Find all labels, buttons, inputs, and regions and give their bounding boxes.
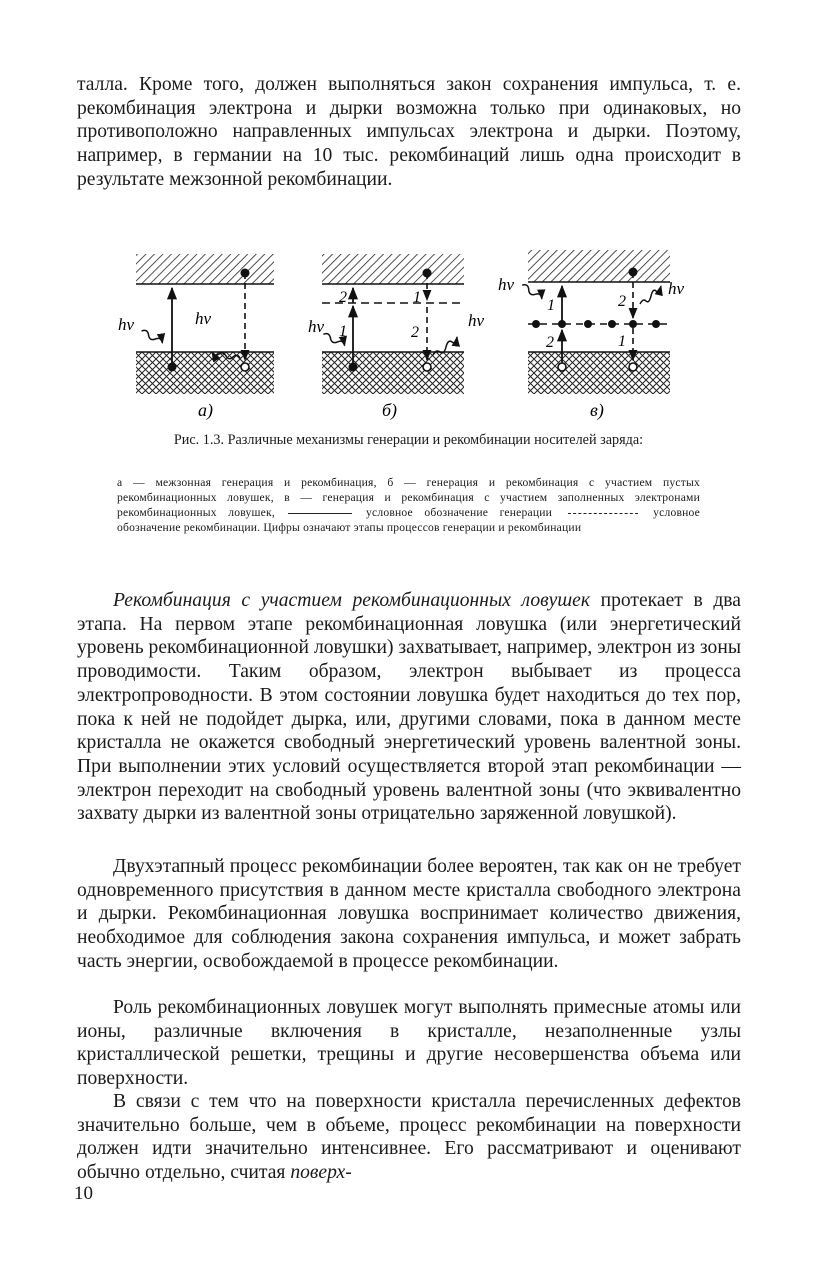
paragraph-intro: талла. Кроме того, должен выполняться закон сохранения импульса, т. е. рекомбинация электрона и дырки возможна только при одинаковых, но противоположно направленных импульсах электрона и дырки. Поэтому, например, в германии на 10 тыс. рекомбинаций лишь одна происходит в результате межзонной рекомбинации. xyxy=(77,74,741,190)
panel-label-c: в) xyxy=(590,400,604,420)
paragraph-text: протекает в два этапа. На первом этапе рекомбинационная ловушка (или энергетический уровень рекомбинационной ловушки) захватывает, например, электрон из зоны проводимости. Таким образом, электрон выбывает из процесса электропроводности. В этом состоянии ловушка будет находиться до тех пор, пока к ней не подойдет дырка, или, другими словами, пока в данном месте кристалла не окажется свободный энергетический уровень валентной зоны. При выполнении этих условий осуществляется второй этап рекомбинации — электрон переходит на свободный уровень валентной зоны (что эквивалентно захвату дырки из валентной зоны отрицательно заряженной ловушкой). xyxy=(77,590,741,825)
recombination-line-sample xyxy=(568,513,638,514)
generation-line-sample xyxy=(288,513,352,514)
hv-label: hν xyxy=(308,317,325,336)
step-label-2: 2 xyxy=(411,324,419,341)
hv-label: hν xyxy=(668,279,685,298)
panel-b xyxy=(308,254,485,421)
step-label-2: 2 xyxy=(339,289,347,306)
step-label-1: 1 xyxy=(618,333,626,350)
hv-label: hν xyxy=(498,275,515,294)
italic-term: поверх- xyxy=(290,1162,352,1184)
step-label-2: 2 xyxy=(546,334,554,351)
legend-text: а — межзонная генерация и рекомбинация, б — генерация и рекомбинация с участием пустых рекомбинационных ловушек, в — генерация и рекомбинация с участием заполненных электронами рекомбинационных ловушек, xyxy=(117,476,700,519)
figure-caption: Рис. 1.3. Различные механизмы генерации и рекомбинации носителей заряда: xyxy=(173,432,644,448)
step-label-1: 1 xyxy=(339,323,347,340)
paragraph-two-stage: Двухэтапный процесс рекомбинации более вероятен, так как он не требует одновременного присутствия в данном месте кристалла свободного электрона и дырки. Рекомбинационная ловушка воспринимает количество движения, необходимое для соблюдения закона сохранения импульса, и может забрать часть энергии, освобождаемой в процессе рекомбинации. xyxy=(77,856,741,972)
panel-label-b: б) xyxy=(382,400,398,420)
panel-a xyxy=(118,254,274,421)
paragraph-text: В связи с тем что на поверхности кристалла перечисленных дефектов значительно больше, чем в объеме, процесс рекомбинации на поверхности должен идти значительно интенсивнее. Его рассматривают и оценивают обычно отдельно, считая xyxy=(77,1091,741,1184)
step-label-1: 1 xyxy=(547,297,555,314)
step-label-1: 1 xyxy=(413,289,421,306)
figure-legend xyxy=(117,475,700,535)
step-label-2: 2 xyxy=(618,293,626,310)
legend-text: условное обозначение рекомбинации. Цифры означают этапы процессов генерации и рекомбинации xyxy=(117,506,701,534)
page-number: 10 xyxy=(74,1183,93,1204)
hv-label: hν xyxy=(118,315,135,334)
paragraph-trap-roles: Роль рекомбинационных ловушек могут выполнять примесные атомы или ионы, различные включения в кристалле, незаполненные узлы кристаллической решетки, трещины и другие несовершенства объема или поверхности. xyxy=(77,997,741,1090)
hv-label: hν xyxy=(195,309,212,328)
paragraph-traps xyxy=(77,589,741,826)
italic-term: Рекомбинация с участием рекомбинационных ловушек xyxy=(113,590,590,611)
hv-label: hν xyxy=(468,311,485,330)
figure-recombination-mechanisms xyxy=(100,240,720,425)
panel-label-a: а) xyxy=(198,400,213,420)
legend-text: условное обозначение генерации xyxy=(366,506,553,519)
panel-c xyxy=(498,250,685,421)
paragraph-surface xyxy=(77,1090,741,1185)
